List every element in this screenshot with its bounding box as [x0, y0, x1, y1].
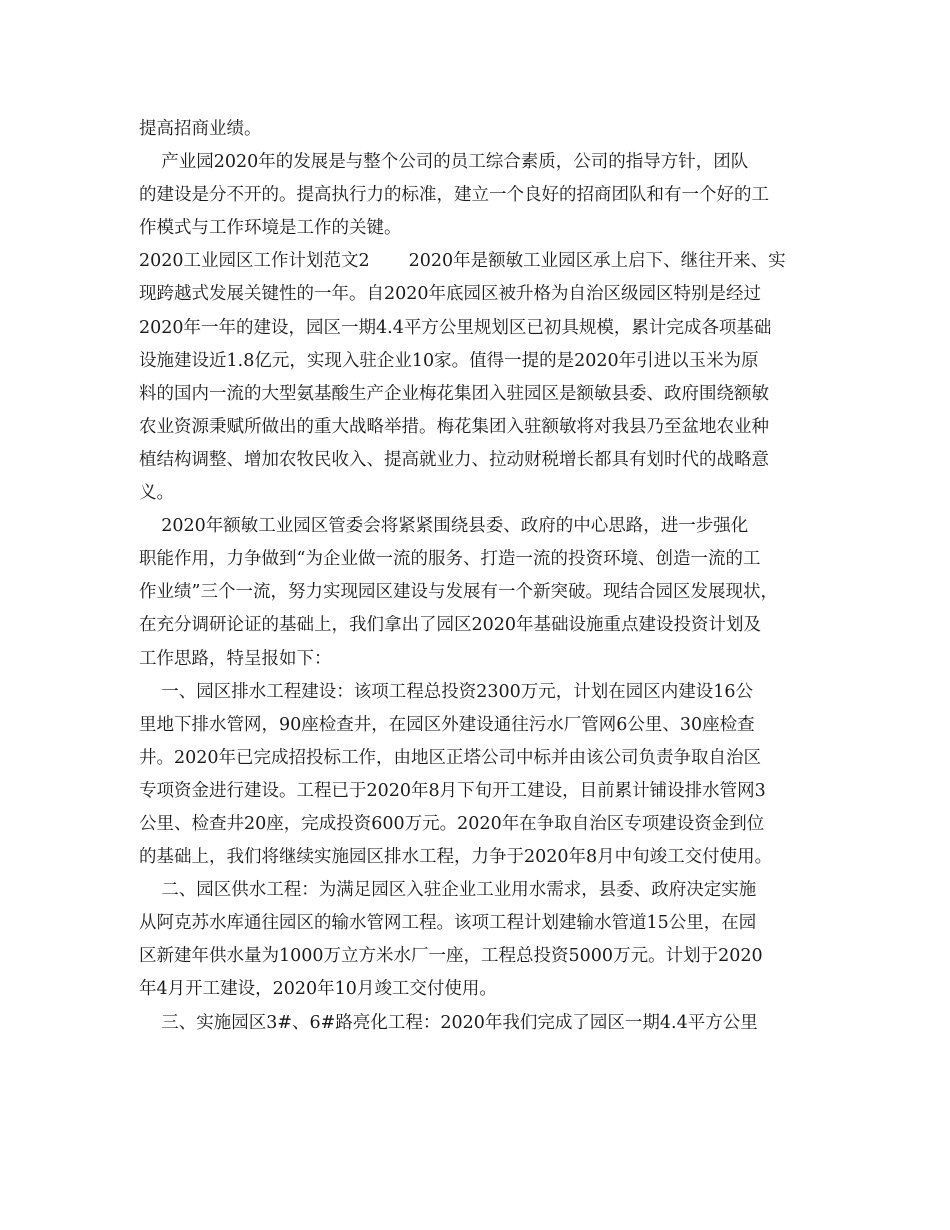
- text-line: 现跨越式发展关键性的一年。自2020年底园区被升格为自治区级园区特别是经过: [139, 284, 762, 305]
- text-line: 井。2020年已完成招投标工作，由地区正塔公司中标并由该公司负责争取自治区: [139, 747, 762, 768]
- text-line: 2020工业园区工作计划范文2 2020年是额敏工业园区承上启下、继往开来、实: [139, 251, 786, 272]
- text-line: 从阿克苏水库通往园区的输水管网工程。该项工程计划建输水管道15公里，在园: [139, 913, 757, 934]
- text-line: 工作思路，特呈报如下：: [139, 648, 332, 669]
- text-line: 二、园区供水工程：为满足园区入驻企业工业用水需求，县委、政府决定实施: [139, 880, 757, 901]
- text-line: 一、园区排水工程建设：该项工程总投资2300万元，计划在园区内建设16公: [139, 681, 754, 702]
- text-line: 年4月开工建设，2020年10月竣工交付使用。: [139, 979, 497, 1000]
- document-body: [139, 113, 811, 1040]
- text-line: 设施建设近1.8亿元，实现入驻企业10家。值得一提的是2020年引进以玉米为原: [139, 350, 759, 371]
- text-line: 提高招商业绩。: [139, 119, 262, 139]
- text-line: 作业绩”三个一流，努力实现园区建设与发展有一个新突破。现结合园区发展现状，: [139, 582, 778, 603]
- text-line: 里地下排水管网，90座检查井，在园区外建设通往污水厂管网6公里、30座检查: [139, 714, 755, 735]
- text-line: 的基础上，我们将继续实施园区排水工程，力争于2020年8月中旬竣工交付使用。: [139, 847, 773, 868]
- text-line: 植结构调整、增加农牧民收入、提高就业力、拉动财税增长都具有划时代的战略意: [139, 449, 769, 470]
- text-line: 2020年额敏工业园区管委会将紧紧围绕县委、政府的中心思路，进一步强化: [139, 516, 749, 537]
- text-line: 三、实施园区3#、6#路亮化工程：2020年我们完成了园区一期4.4平方公里: [139, 1012, 758, 1033]
- text-line: 公里、检查井20座，完成投资600万元。2020年在争取自治区专项建设资金到位: [139, 813, 765, 834]
- text-line: 的建设是分不开的。提高执行力的标准，建立一个良好的招商团队和有一个好的工: [139, 185, 769, 206]
- text-line: 产业园2020年的发展是与整个公司的员工综合素质，公司的指导方针，团队: [139, 152, 749, 173]
- text-line: 在充分调研论证的基础上，我们拿出了园区2020年基础设施重点建设投资计划及: [139, 615, 762, 636]
- text-line: 作模式与工作环境是工作的关键。: [139, 218, 402, 239]
- text-line: 料的国内一流的大型氨基酸生产企业梅花集团入驻园区是额敏县委、政府围绕额敏: [139, 383, 769, 404]
- text-line: 区新建年供水量为1000万立方米水厂一座，工程总投资5000万元。计划于2020: [139, 946, 763, 967]
- text-line: 职能作用，力争做到“为企业做一流的服务、打造一流的投资环境、创造一流的工: [139, 549, 761, 570]
- text-line: 专项资金进行建设。工程已于2020年8月下旬开工建设，目前累计铺设排水管网3: [139, 780, 766, 801]
- text-line: 农业资源秉赋所做出的重大战略举措。梅花集团入驻额敏将对我县乃至盆地农业种: [139, 416, 769, 437]
- text-line: 义。: [139, 483, 174, 504]
- text-line: 2020年一年的建设，园区一期4.4平方公里规划区已初具规模，累计完成各项基础: [139, 317, 772, 338]
